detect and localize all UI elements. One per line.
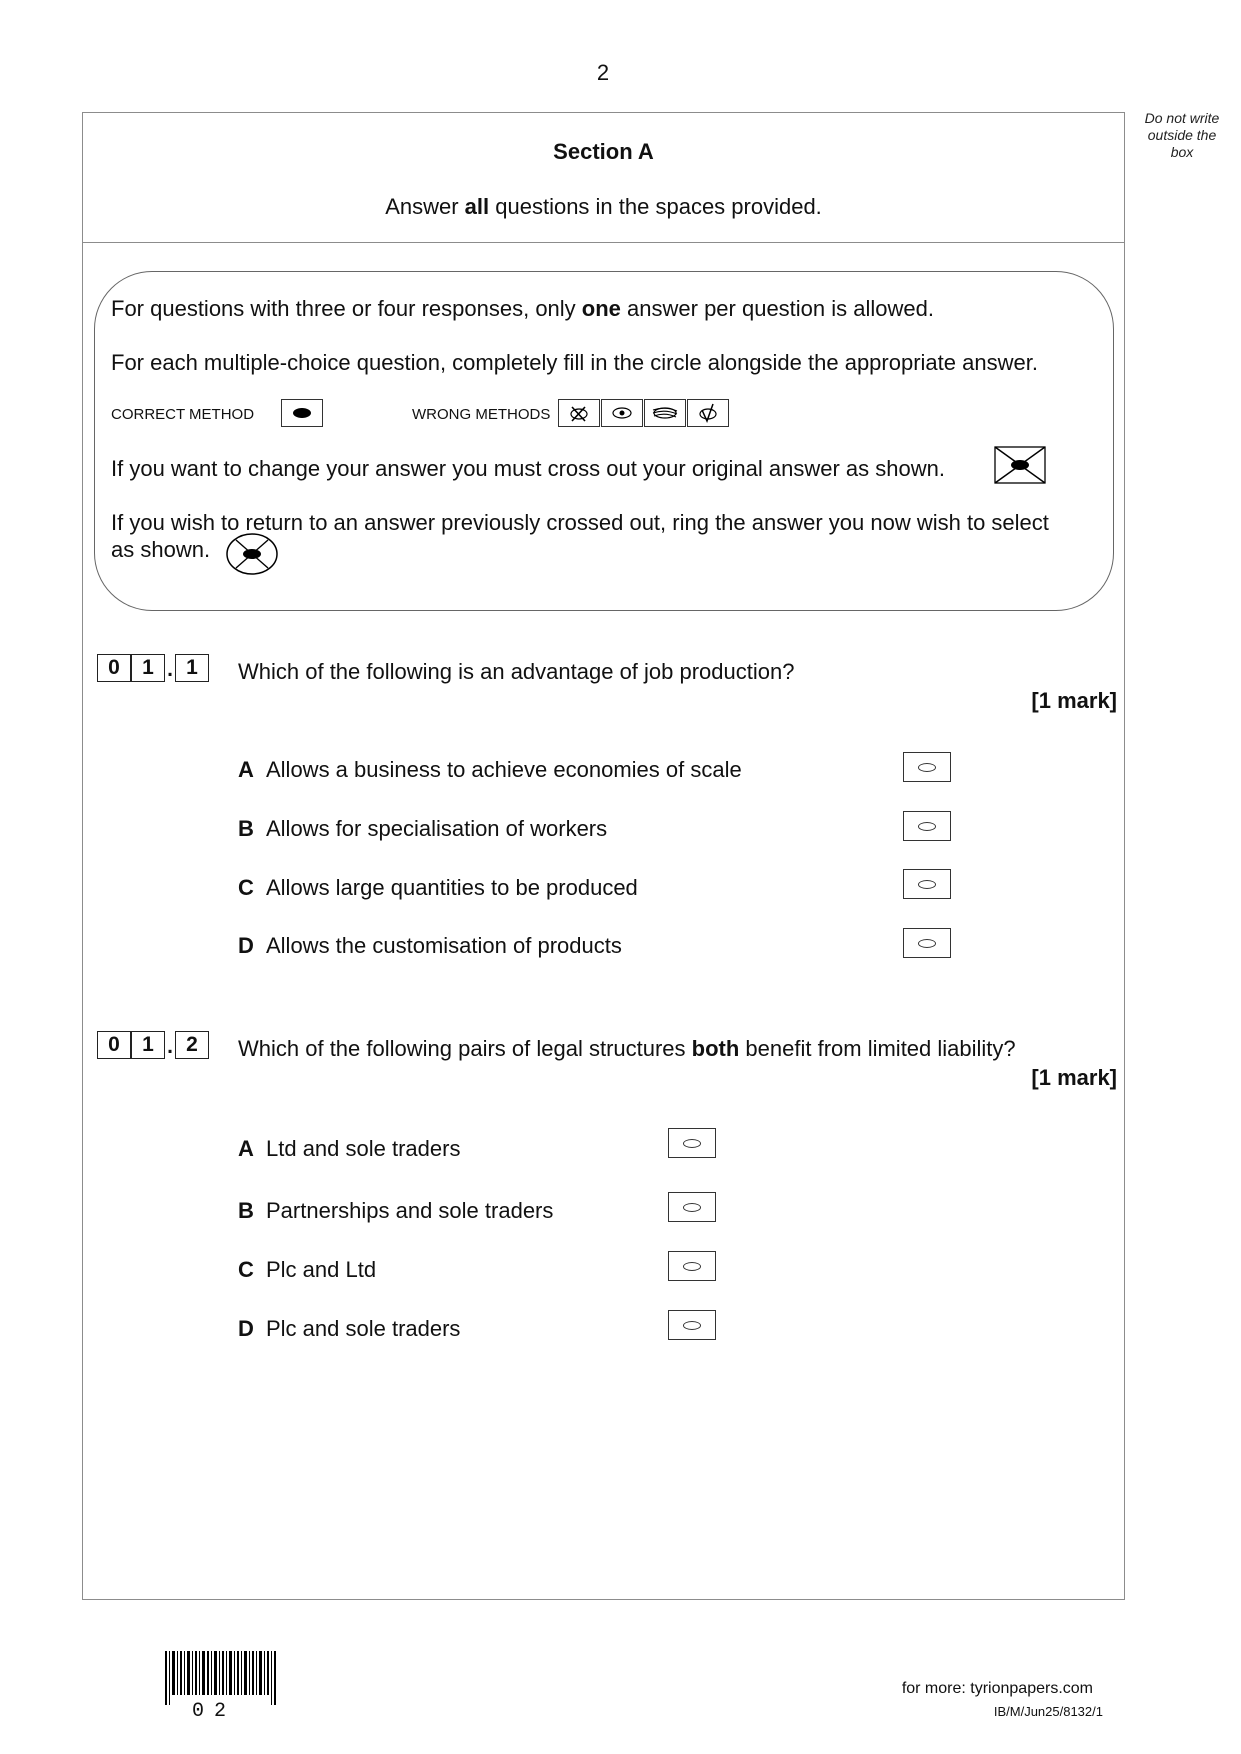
option-d	[238, 933, 622, 959]
option-text: Ltd and sole traders	[266, 1136, 461, 1161]
question-number-digit: 1	[131, 654, 165, 682]
wrong-methods-label: WRONG METHODS	[412, 406, 551, 423]
filled-oval-icon	[291, 406, 313, 420]
instruction-text-end: answer per question is allowed.	[620, 296, 934, 321]
answer-box-c[interactable]	[903, 869, 951, 899]
question-number-01-1	[97, 654, 209, 682]
option-text: Allows large quantities to be produced	[266, 875, 638, 900]
wrong-method-dot	[601, 399, 643, 427]
section-divider	[82, 242, 1125, 243]
wrong-method-tick	[687, 399, 729, 427]
paper-reference: IB/M/Jun25/8132/1	[993, 1704, 1103, 1719]
answer-oval-icon	[683, 1139, 701, 1148]
option-letter: A	[238, 1136, 254, 1161]
option-letter: B	[238, 1198, 254, 1223]
question-text-part: Which of the following is an advantage of job production?	[238, 659, 795, 684]
option-text: Plc and Ltd	[266, 1257, 377, 1282]
answer-oval-icon	[918, 763, 936, 772]
option-c	[238, 1257, 376, 1283]
question-number-dot: .	[167, 658, 173, 681]
scribbled-oval-icon	[650, 403, 680, 423]
option-text: Allows a business to achieve economies of scale	[266, 757, 742, 782]
question-text	[238, 659, 794, 685]
question-text	[238, 1036, 1016, 1062]
ringed-answer-example	[224, 531, 280, 582]
answer-box-c[interactable]	[668, 1251, 716, 1281]
option-d	[238, 1316, 460, 1342]
instruction-one-answer	[111, 296, 934, 322]
option-letter: C	[238, 875, 254, 900]
option-a	[238, 757, 742, 783]
crossed-filled-box-icon	[994, 446, 1046, 484]
ringed-crossed-oval-icon	[224, 531, 280, 577]
question-number-digit: 1	[175, 654, 209, 682]
section-title: Section A	[553, 139, 654, 164]
question-number-digit: 2	[175, 1031, 209, 1059]
answer-oval-icon	[683, 1262, 701, 1271]
option-b	[238, 816, 607, 842]
answer-oval-icon	[918, 880, 936, 889]
question-text-part: Which of the following pairs of legal structures	[238, 1036, 692, 1061]
answer-box-b[interactable]	[668, 1192, 716, 1222]
barcode-number: 02	[192, 1700, 237, 1723]
question-marks: [1 mark]	[1031, 688, 1117, 713]
instruction-return-answer: If you wish to return to an answer previously crossed out, ring the answer you now wish to select	[111, 510, 1049, 535]
question-number-dot: .	[167, 1035, 173, 1058]
section-instruction-text: Answer	[385, 194, 465, 219]
option-text: Allows for specialisation of workers	[266, 816, 608, 841]
option-text: Allows the customisation of products	[266, 933, 622, 958]
instruction-text: For questions with three or four responses, only	[111, 296, 582, 321]
answer-oval-icon	[918, 822, 936, 831]
answer-box-d[interactable]	[668, 1310, 716, 1340]
question-number-digit: 0	[97, 654, 131, 682]
option-letter: D	[238, 933, 254, 958]
option-letter: C	[238, 1257, 254, 1282]
dotted-oval-icon	[609, 403, 635, 423]
section-instruction-emphasis: all	[464, 194, 490, 219]
option-letter: A	[238, 757, 254, 782]
question-number-01-2	[97, 1031, 209, 1059]
question-marks: [1 mark]	[1031, 1065, 1117, 1090]
footer-link-text: for more: tyrionpapers.com	[901, 1680, 1093, 1697]
barcode-icon	[165, 1651, 277, 1705]
wrong-method-cross	[558, 399, 600, 427]
option-text: Partnerships and sole traders	[266, 1198, 554, 1223]
option-c	[238, 875, 638, 901]
question-number-digit: 0	[97, 1031, 131, 1059]
answer-box-a[interactable]	[903, 752, 951, 782]
correct-method-label: CORRECT METHOD	[111, 406, 255, 423]
question-text-part-end: benefit from limited liability?	[739, 1036, 1016, 1061]
question-number-digit: 1	[131, 1031, 165, 1059]
wrong-method-scribble	[644, 399, 686, 427]
instruction-emphasis: one	[581, 296, 621, 321]
page-number: 2	[596, 60, 610, 85]
answer-box-b[interactable]	[903, 811, 951, 841]
section-instruction-text-end: questions in the spaces provided.	[489, 194, 822, 219]
option-b	[238, 1198, 553, 1224]
crossed-answer-example	[994, 446, 1046, 489]
answer-oval-icon	[683, 1203, 701, 1212]
correct-method-example	[281, 399, 323, 427]
answer-box-a[interactable]	[668, 1128, 716, 1158]
instruction-return-answer-cont: as shown.	[111, 537, 211, 562]
crossed-oval-icon	[566, 403, 592, 423]
option-letter: B	[238, 816, 254, 841]
answer-oval-icon	[683, 1321, 701, 1330]
option-letter: D	[238, 1316, 254, 1341]
instruction-change-answer: If you want to change your answer you must cross out your original answer as shown.	[111, 456, 945, 481]
option-text: Plc and sole traders	[266, 1316, 461, 1341]
margin-note: Do not write outside the box	[1144, 110, 1220, 160]
answer-box-d[interactable]	[903, 928, 951, 958]
instruction-fill-circle: For each multiple-choice question, completely fill in the circle alongside the appropriate answer.	[111, 350, 1038, 375]
answer-oval-icon	[918, 939, 936, 948]
ticked-oval-icon	[695, 402, 721, 424]
question-text-emphasis: both	[691, 1036, 740, 1061]
section-instruction	[82, 194, 1125, 220]
option-a	[238, 1136, 460, 1162]
